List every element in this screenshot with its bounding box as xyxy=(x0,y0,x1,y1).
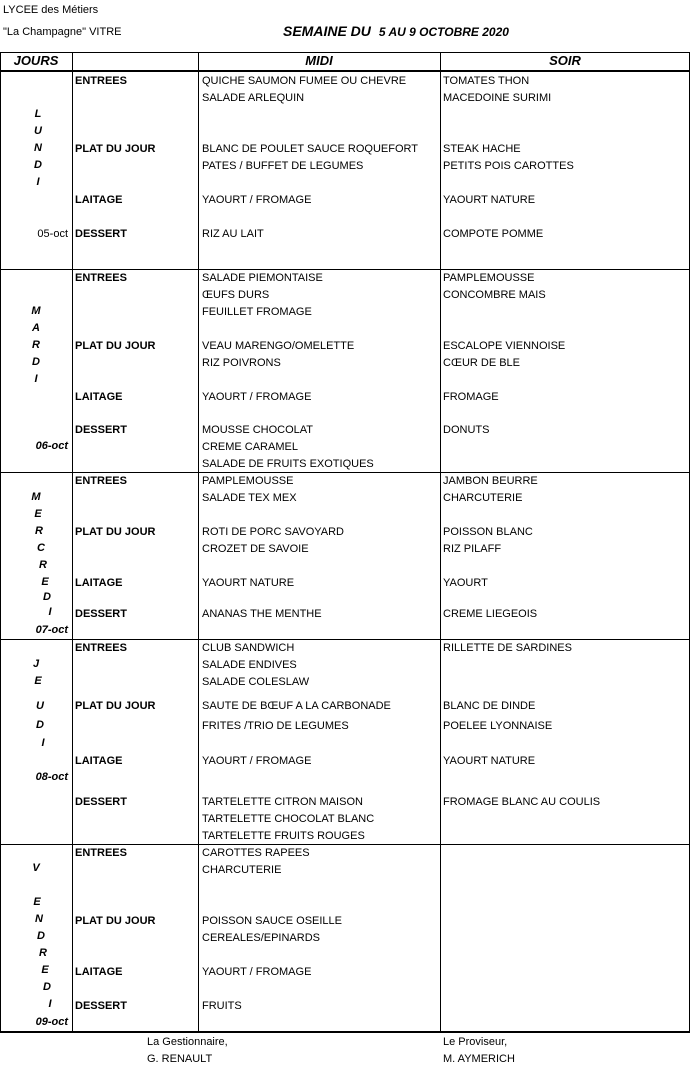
day-letter: C xyxy=(37,542,45,554)
soir-item: CONCOMBRE MAIS xyxy=(443,289,546,301)
day-letter: N xyxy=(34,142,42,154)
section-label: ENTREES xyxy=(75,475,127,487)
midi-item: YAOURT / FROMAGE xyxy=(202,966,312,978)
day-letter: U xyxy=(36,700,44,712)
section-label: DESSERT xyxy=(75,1000,127,1012)
midi-item: FRUITS xyxy=(202,1000,242,1012)
day-letter: R xyxy=(39,947,47,959)
week-title xyxy=(283,23,509,39)
soir-item: STEAK HACHE xyxy=(443,143,521,155)
section-label: LAITAGE xyxy=(75,577,123,589)
section-label: PLAT DU JOUR xyxy=(75,143,156,155)
day-letter: E xyxy=(41,964,49,976)
midi-item: PATES / BUFFET DE LEGUMES xyxy=(202,160,364,172)
day-letter: I xyxy=(48,998,52,1010)
day-date: 09-oct xyxy=(35,1016,68,1028)
section-label: LAITAGE xyxy=(75,194,123,206)
soir-item: JAMBON BEURRE xyxy=(443,475,538,487)
soir-item: BLANC DE DINDE xyxy=(443,700,536,712)
midi-item: PAMPLEMOUSSE xyxy=(202,475,294,487)
soir-item: CREME LIEGEOIS xyxy=(443,608,538,620)
day-letter: E xyxy=(33,896,41,908)
column-header-midi: MIDI xyxy=(305,53,333,68)
day-letter: D xyxy=(34,159,42,171)
day-letter: R xyxy=(32,339,40,351)
day-date: 08-oct xyxy=(35,771,68,783)
midi-item: FRITES /TRIO DE LEGUMES xyxy=(202,720,349,732)
day-letter: J xyxy=(32,658,40,670)
section-label: PLAT DU JOUR xyxy=(75,915,156,927)
midi-item: SALADE PIEMONTAISE xyxy=(202,272,323,284)
school-name: LYCEE des Métiers xyxy=(3,4,99,16)
midi-item: RIZ AU LAIT xyxy=(202,228,264,240)
day-letter: D xyxy=(32,356,40,368)
midi-item: TARTELETTE CITRON MAISON xyxy=(202,796,363,808)
day-date: 07-oct xyxy=(35,624,68,636)
midi-item: YAOURT / FROMAGE xyxy=(202,755,312,767)
section-label: ENTREES xyxy=(75,642,127,654)
midi-item: ROTI DE PORC SAVOYARD xyxy=(202,526,345,538)
section-label: LAITAGE xyxy=(75,966,123,978)
soir-item: YAOURT xyxy=(443,577,488,589)
soir-item: COMPOTE POMME xyxy=(443,228,544,240)
midi-item: SALADE ARLEQUIN xyxy=(202,92,305,104)
day-letter: R xyxy=(39,559,47,571)
section-label: PLAT DU JOUR xyxy=(75,526,156,538)
soir-item: TOMATES THON xyxy=(443,75,530,87)
midi-item: SAUTE DE BŒUF A LA CARBONADE xyxy=(202,700,391,712)
section-label: ENTREES xyxy=(75,272,127,284)
soir-item: YAOURT NATURE xyxy=(443,194,536,206)
soir-item: POISSON BLANC xyxy=(443,526,533,538)
midi-item: YAOURT NATURE xyxy=(202,577,295,589)
soir-item: FROMAGE BLANC AU COULIS xyxy=(443,796,601,808)
midi-item: SALADE COLESLAW xyxy=(202,676,310,688)
section-label: LAITAGE xyxy=(75,391,123,403)
midi-item: SALADE ENDIVES xyxy=(202,659,297,671)
midi-item: CEREALES/EPINARDS xyxy=(202,932,320,944)
column-header-jours: JOURS xyxy=(13,53,59,68)
midi-item: FEUILLET FROMAGE xyxy=(202,306,312,318)
midi-item: TARTELETTE FRUITS ROUGES xyxy=(202,830,365,842)
school-location: "La Champagne" VITRE xyxy=(3,26,122,38)
day-letter: E xyxy=(41,576,49,588)
midi-item: CHARCUTERIE xyxy=(202,864,282,876)
day-letter: D xyxy=(37,930,45,942)
soir-item: YAOURT NATURE xyxy=(443,755,536,767)
midi-item: CAROTTES RAPEES xyxy=(202,847,310,859)
soir-item: MACEDOINE SURIMI xyxy=(443,92,552,104)
day-letter: D xyxy=(36,719,44,731)
midi-item: CLUB SANDWICH xyxy=(202,642,295,654)
soir-item: PETITS POIS CAROTTES xyxy=(443,160,574,172)
section-label: PLAT DU JOUR xyxy=(75,700,156,712)
section-label: DESSERT xyxy=(75,608,127,620)
day-date: 06-oct xyxy=(35,440,68,452)
day-letter: N xyxy=(35,913,43,925)
midi-item: CREME CARAMEL xyxy=(202,441,298,453)
midi-item: ŒUFS DURS xyxy=(202,289,270,301)
section-label: DESSERT xyxy=(75,796,127,808)
soir-item: ESCALOPE VIENNOISE xyxy=(443,340,566,352)
day-letter: I xyxy=(48,606,52,618)
soir-item: CHARCUTERIE xyxy=(443,492,523,504)
signature-left-name: G. RENAULT xyxy=(147,1053,213,1065)
soir-item: RILLETTE DE SARDINES xyxy=(443,642,572,654)
midi-item: SALADE TEX MEX xyxy=(202,492,297,504)
day-letter: I xyxy=(36,176,40,188)
week-dates: 5 AU 9 OCTOBRE 2020 xyxy=(378,25,509,39)
midi-item: ANANAS THE MENTHE xyxy=(202,608,322,620)
day-letter: R xyxy=(35,525,43,537)
soir-item: FROMAGE xyxy=(443,391,499,403)
midi-item: CROZET DE SAVOIE xyxy=(202,543,309,555)
day-letter: E xyxy=(34,508,42,520)
section-label: LAITAGE xyxy=(75,755,123,767)
section-label: PLAT DU JOUR xyxy=(75,340,156,352)
midi-item: SALADE DE FRUITS EXOTIQUES xyxy=(202,458,374,470)
soir-item: POELEE LYONNAISE xyxy=(443,720,553,732)
midi-item: TARTELETTE CHOCOLAT BLANC xyxy=(202,813,375,825)
day-letter: I xyxy=(41,737,45,749)
day-letter: M xyxy=(31,491,41,503)
day-letter: E xyxy=(34,675,42,687)
signature-right-name: M. AYMERICH xyxy=(443,1053,515,1065)
section-label: DESSERT xyxy=(75,228,127,240)
section-label: ENTREES xyxy=(75,75,127,87)
day-date: 05-oct xyxy=(37,228,68,240)
midi-item: MOUSSE CHOCOLAT xyxy=(202,424,314,436)
week-label: SEMAINE DU xyxy=(283,23,371,39)
midi-item: POISSON SAUCE OSEILLE xyxy=(202,915,342,927)
midi-item: YAOURT / FROMAGE xyxy=(202,194,312,206)
midi-item: RIZ POIVRONS xyxy=(202,357,281,369)
column-header-soir: SOIR xyxy=(549,53,581,68)
midi-item: VEAU MARENGO/OMELETTE xyxy=(202,340,355,352)
soir-item: PAMPLEMOUSSE xyxy=(443,272,535,284)
soir-item: CŒUR DE BLE xyxy=(443,357,521,369)
day-letter: L xyxy=(34,108,42,120)
midi-item: YAOURT / FROMAGE xyxy=(202,391,312,403)
day-letter: D xyxy=(43,981,51,993)
day-letter: D xyxy=(43,591,51,603)
signature-left-title: La Gestionnaire, xyxy=(147,1036,228,1048)
midi-item: QUICHE SAUMON FUMEE OU CHEVRE xyxy=(202,75,407,87)
midi-item: BLANC DE POULET SAUCE ROQUEFORT xyxy=(202,143,418,155)
day-letter: V xyxy=(32,862,40,874)
soir-item: RIZ PILAFF xyxy=(443,543,502,555)
day-letter: U xyxy=(34,125,42,137)
section-label: ENTREES xyxy=(75,847,127,859)
day-letter: M xyxy=(31,305,41,317)
section-label: DESSERT xyxy=(75,424,127,436)
day-letter: A xyxy=(32,322,40,334)
day-letter: I xyxy=(34,373,38,385)
soir-item: DONUTS xyxy=(443,424,490,436)
signature-right-title: Le Proviseur, xyxy=(443,1036,508,1048)
